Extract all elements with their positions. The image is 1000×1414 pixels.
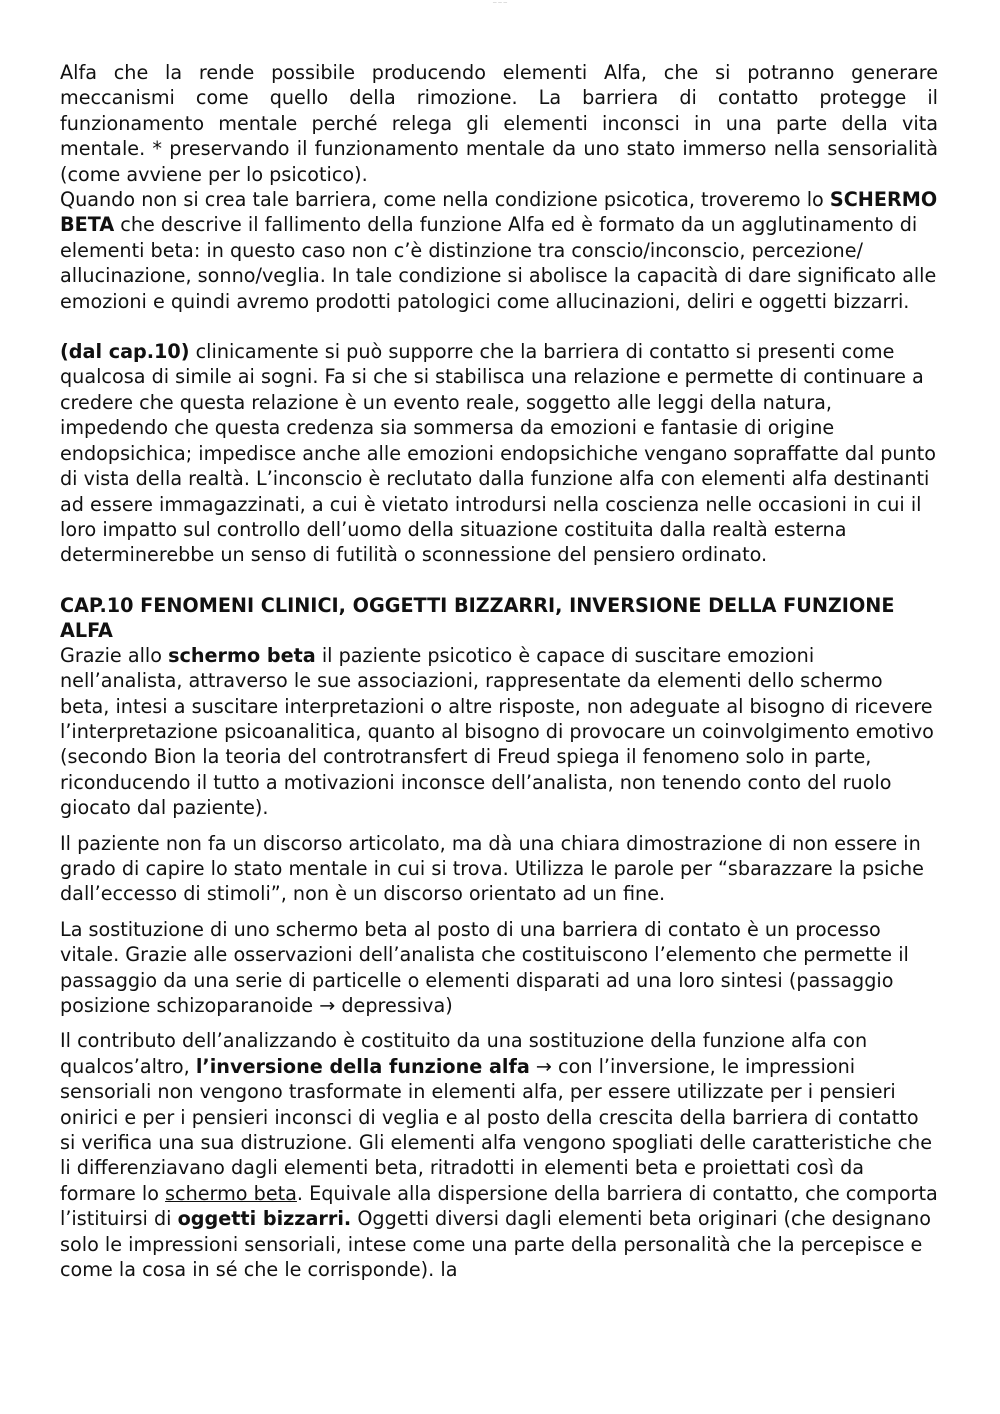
paragraph-schermo-beta-patient bbox=[60, 643, 938, 821]
paragraph-text: Alfa che la rende possibile producendo elementi Alfa, che si potranno generare meccanismi come quello della rimozione. La barriera di contatto protegge il funzionamento mentale perché relega gli elementi inconsci in una parte della vita mentale. * preservando il funzionamento mentale da uno stato immerso nella sensorialità (come avviene per lo psicotico). bbox=[60, 61, 938, 186]
bold-term-schermo-beta: SCHERMO BETA bbox=[60, 188, 938, 237]
paragraph-text: il paziente psicotico è capace di suscitare emozioni nell’analista, attraverso le sue associazioni, rappresentate da elementi dello schermo beta, intesi a suscitare interpretazioni o altre risposte, non adeguate al bisogno di ricevere l’interpretazione psicoanalitica, quanto al bisogno di provocare un coinvolgimento emotivo (secondo Bion la teoria del controtransfert di Freud spiega il fenomeno solo in parte, riconducendo il tutto a motivazioni inconsce dell’analista, non tenendo conto del ruolo giocato dal paziente). bbox=[60, 643, 934, 820]
paragraph-text: . Equivale alla dispersione della barriera di contatto, che comporta l’istituirsi di bbox=[60, 1181, 938, 1231]
paragraph-beta-screen bbox=[60, 187, 938, 314]
paragraph-text: Oggetti diversi dagli elementi beta originari (che designano solo le impressioni sensoriali, intese come una parte della personalità che la percepisce e come la cosa in sé che le corrisponde). la bbox=[60, 1207, 931, 1282]
document-body bbox=[60, 60, 938, 1282]
paragraph-text: clinicamente si può supporre che la barriera di contatto si presenti come qualcosa di simile ai sogni. Fa si che si stabilisca una relazione e permette di continuare a credere che questa relazione è un evento reale, soggetto alle leggi della natura, impedendo che questa credenza sia sommersa da emozioni e fantasie di origine endopsichica; impedisce anche alle emozioni endopsichiche vengano sopraffatte dal punto di vista della realtà. L’inconscio è reclutato dalla funzione alfa con elementi alfa destinanti ad essere immagazzinati, a cui è vietato introdursi nella coscienza nelle occasioni in cui il loro impatto sul controllo dell’uomo della situazione costituita dalla realtà esterna determinerebbe un senso di futilità o sconnessione del pensiero ordinato. bbox=[60, 340, 937, 567]
bold-term-inversione: l’inversione della funzione alfa bbox=[195, 1054, 530, 1078]
bold-term-schermo-beta: schermo beta bbox=[168, 643, 316, 667]
paragraph-text: con l’inversione, le impressioni sensoriali non vengono trasformate in elementi alfa, per essere utilizzate per i pensieri onirici e per i pensieri inconsci di veglia e al posto della crescita della barriera di contatto si verifica una sua distruzione. Gli elementi alfa vengono spogliati delle caratteristiche che li differenziavano dagli elementi beta, ritradotti in elementi beta e proiettati così da formare lo bbox=[60, 1054, 933, 1205]
paragraph-text: La sostituzione di uno schermo beta al posto di una barriera di contato è un processo vitale. Grazie alle osservazioni dell’analista che costituiscono l’elemento che permette il passaggio da una serie di particelle o elementi disparati ad una loro sintesi (passaggio posizione schizoparanoide bbox=[60, 917, 909, 1017]
paragraph-text: depressiva) bbox=[335, 994, 453, 1017]
arrow-right-icon: → bbox=[529, 1054, 559, 1078]
running-header: — — — bbox=[492, 0, 508, 5]
arrow-right-icon: → bbox=[319, 994, 336, 1017]
section-heading: CAP.10 FENOMENI CLINICI, OGGETTI BIZZARRI, INVERSIONE DELLA FUNZIONE ALFA bbox=[60, 593, 895, 642]
paragraph-text: Il paziente non fa un discorso articolato, ma dà una chiara dimostrazione di non essere in grado di capire lo stato mentale in cui si trova. Utilizza le parole per “sbarazzare la psiche dall’eccesso di stimoli”, non è un discorso orientato ad un fine. bbox=[60, 831, 924, 906]
paragraph-substitution bbox=[60, 917, 938, 1019]
paragraph-inversion-alpha bbox=[60, 1028, 938, 1282]
paragraph-patient-discourse bbox=[60, 831, 938, 907]
paragraph-text: Grazie allo bbox=[60, 643, 169, 667]
bold-reference: (dal cap.10) bbox=[60, 340, 190, 364]
paragraph-text: che descrive il fallimento della funzione Alfa ed è formato da un agglutinamento di elementi beta: in questo caso non c’è distinzione tra conscio/inconscio, percezione/ allucinazione, sonno/veglia. In tale condizione si abolisce la capacità di dare significato alle emozioni e quindi avremo prodotti patologici come allucinazioni, deliri e oggetti bizzarri. bbox=[60, 213, 937, 313]
paragraph-text: Il contributo dell’analizzando è costituito da una sostituzione della funzione alfa con qualcos’altro, bbox=[60, 1029, 868, 1078]
bold-term-oggetti-bizzarri: oggetti bizzarri. bbox=[177, 1207, 352, 1231]
paragraph-contact-barrier bbox=[60, 60, 938, 187]
underlined-term-schermo-beta: schermo beta bbox=[165, 1181, 297, 1205]
paragraph-dal-cap10 bbox=[60, 339, 938, 568]
paragraph-text: Quando non si crea tale barriera, come nella condizione psicotica, troveremo lo bbox=[60, 188, 830, 212]
